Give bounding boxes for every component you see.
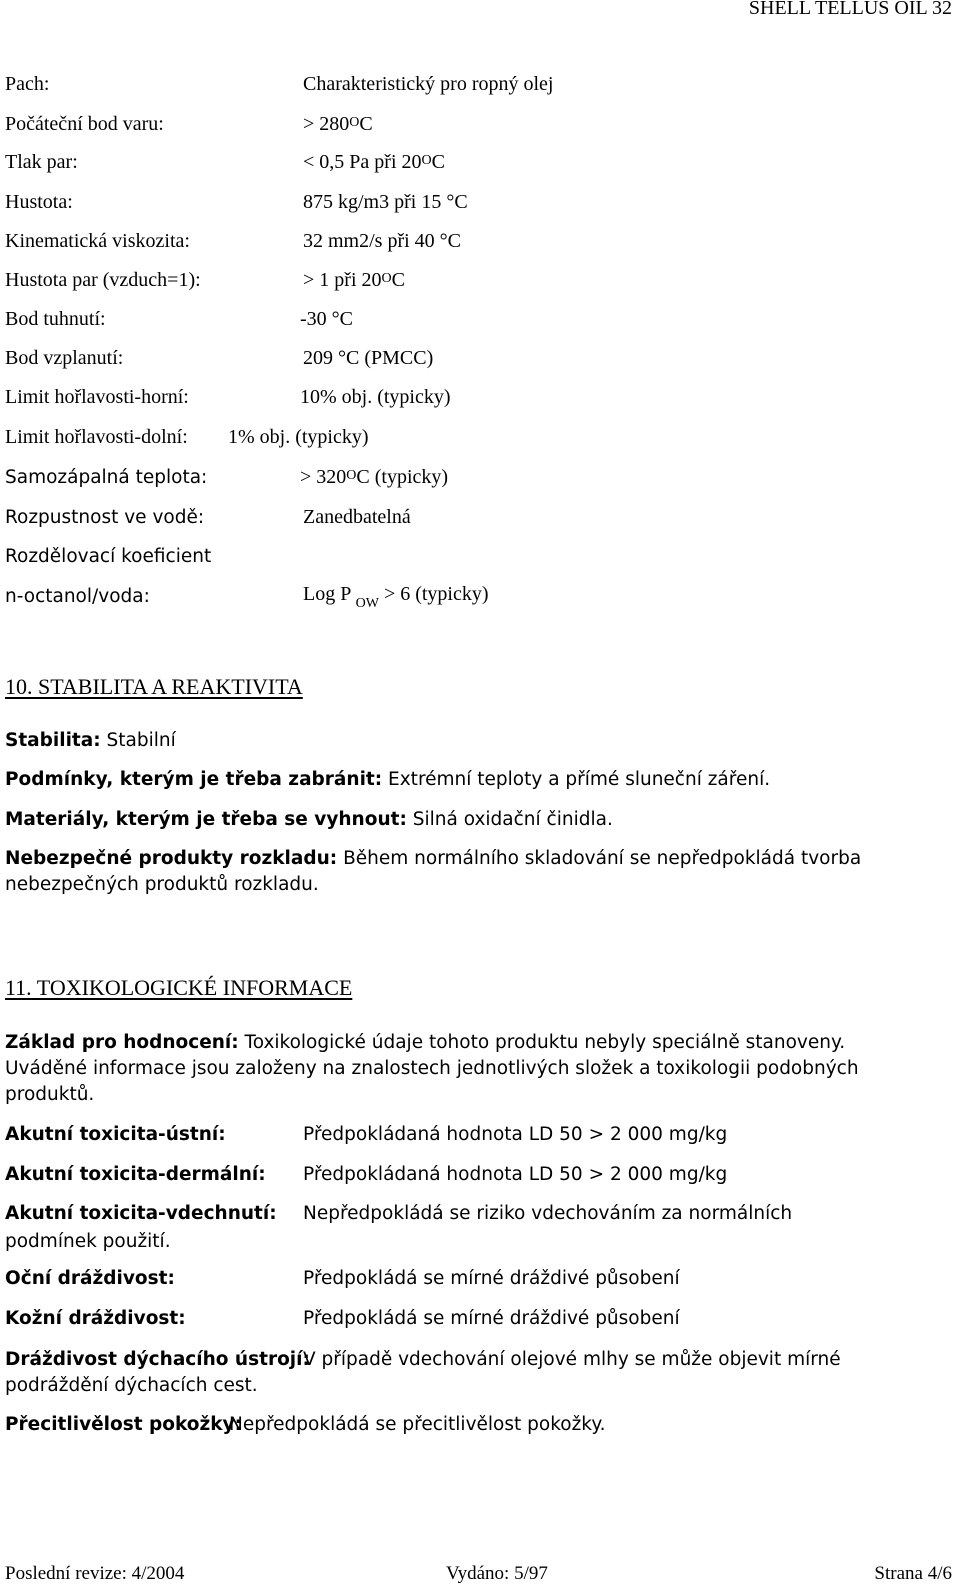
property-value: > $280^OC$ xyxy=(303,113,373,135)
property-label: Rozdělovací koeficient xyxy=(5,546,212,567)
toxicity-label: Přecitlivělost pokožky: xyxy=(5,1414,243,1435)
toxicity-value-cont: podráždění dýchacích cest. xyxy=(5,1375,258,1396)
property-label: n-octanol/voda: xyxy=(5,586,150,607)
property-value: 10% obj. (typicky) xyxy=(300,386,451,408)
toxicity-value: V případě vdechování olejové mlhy se může objevit mírné xyxy=(303,1349,841,1370)
footer-issued: Vydáno: 5/97 xyxy=(446,1563,548,1584)
property-value: 875 kg/m3 při 15 °C xyxy=(303,191,468,213)
toxicity-label: Dráždivost dýchacího ústrojí: xyxy=(5,1349,310,1370)
toxicity-value: Nepředpokládá se riziko vdechováním za normálních xyxy=(303,1203,793,1224)
stability-row: Stabilita: Stabilní xyxy=(5,730,176,751)
toxicity-value: Předpokládaná hodnota LD 50 > 2 000 mg/kg xyxy=(303,1124,728,1145)
toxicity-value: Předpokládá se mírné dráždivé působení xyxy=(303,1308,680,1329)
property-label: Pach: xyxy=(5,73,50,95)
property-value: 1% obj. (typicky) xyxy=(228,426,369,448)
footer-revision: Poslední revize: 4/2004 xyxy=(5,1563,185,1584)
property-label: Rozpustnost ve vodě: xyxy=(5,507,205,528)
toxicity-label: Akutní toxicita-dermální: xyxy=(5,1164,266,1185)
property-value: 209 °C (PMCC) xyxy=(303,347,434,369)
property-label: Kinematická viskozita: xyxy=(5,230,190,252)
property-value: > $320^OC$ (typicky) xyxy=(300,466,449,488)
materials-row: Materiály, kterým je třeba se vyhnout: Silná oxidační činidla. xyxy=(5,809,613,830)
toxicity-label: Oční dráždivost: xyxy=(5,1268,175,1289)
property-value: < 0,5 Pa při $20^OC$ xyxy=(303,151,445,173)
property-value: -30 °C xyxy=(300,308,353,330)
property-label: Limit hořlavosti-dolní: xyxy=(5,426,188,448)
property-value: Log P $_{OW}$ > 6 (typicky) xyxy=(303,583,489,611)
section-heading-stability: 10. STABILITA A REAKTIVITA xyxy=(5,674,303,699)
document-header-title: SHELL TELLUS OIL 32 xyxy=(748,0,952,19)
decomposition-row: Nebezpečné produkty rozkladu: Během normálního skladování se nepředpokládá tvorba nebezpečných produktů rozkladu. xyxy=(5,848,862,895)
property-label: Počáteční bod varu: xyxy=(5,113,164,135)
conditions-row: Podmínky, kterým je třeba zabránit: Extrémní teploty a přímé sluneční záření. xyxy=(5,769,771,790)
section-heading-toxicology: 11. TOXIKOLOGICKÉ INFORMACE xyxy=(5,975,353,1000)
property-label: Bod vzplanutí: xyxy=(5,347,124,369)
property-value: Zanedbatelná xyxy=(303,506,411,528)
toxicity-value: Předpokládá se mírné dráždivé působení xyxy=(303,1268,680,1289)
assessment-basis: Základ pro hodnocení: Toxikologické údaje tohoto produktu nebyly speciálně stanoveny. Uváděné informace jsou založeny na znalostech jednotlivých složek a toxikologii podobných produktů. xyxy=(5,1032,859,1105)
property-value: > 1 při $20^OC$ xyxy=(303,269,405,291)
property-value: Charakteristický pro ropný olej xyxy=(303,73,554,95)
property-label: Tlak par: xyxy=(5,151,78,173)
property-label: Bod tuhnutí: xyxy=(5,308,106,330)
toxicity-label: Kožní dráždivost: xyxy=(5,1308,186,1329)
property-label: Samozápalná teplota: xyxy=(5,467,208,488)
property-label: Limit hořlavosti-horní: xyxy=(5,386,189,408)
footer-page-number: Strana 4/6 xyxy=(874,1563,952,1584)
toxicity-label: Akutní toxicita-vdechnutí: xyxy=(5,1203,277,1224)
toxicity-value-cont: podmínek použití. xyxy=(5,1231,171,1252)
property-label: Hustota par (vzduch=1): xyxy=(5,269,201,291)
toxicity-label: Akutní toxicita-ústní: xyxy=(5,1124,226,1145)
toxicity-value: Nepředpokládá se přecitlivělost pokožky. xyxy=(229,1414,606,1435)
property-value: 32 mm2/s při 40 °C xyxy=(303,230,462,252)
toxicity-value: Předpokládaná hodnota LD 50 > 2 000 mg/kg xyxy=(303,1164,728,1185)
property-label: Hustota: xyxy=(5,191,73,213)
